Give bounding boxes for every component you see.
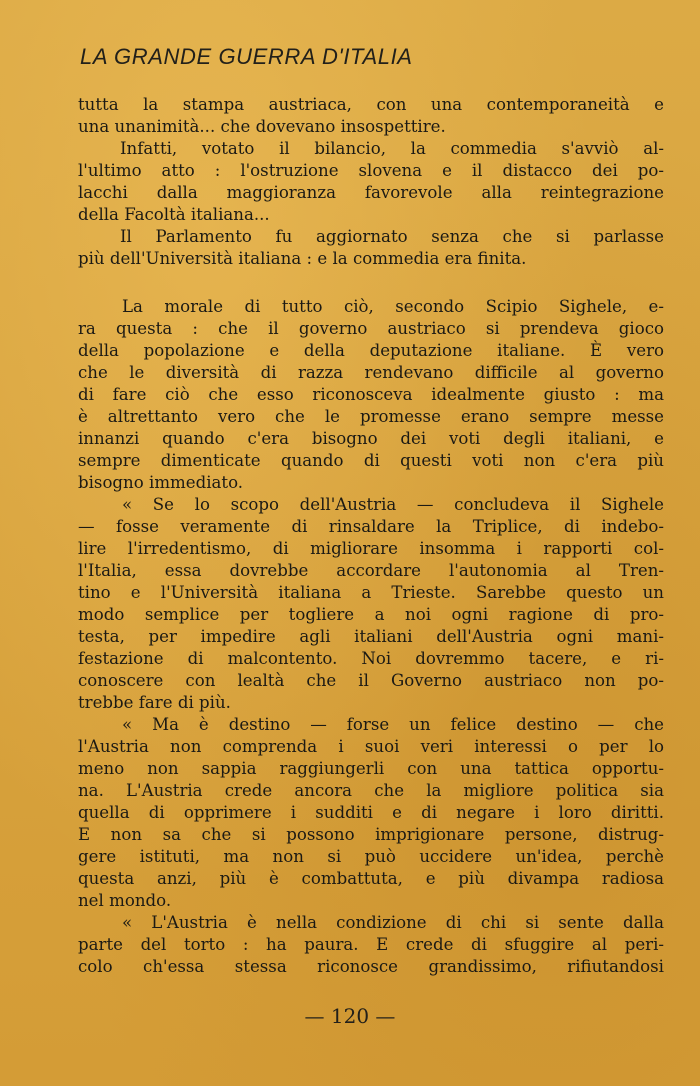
text-line: lacchi dalla maggioranza favorevole alla reintegrazione [78, 183, 664, 202]
section-break [78, 270, 664, 296]
paragraph [78, 296, 664, 494]
paragraph [78, 912, 664, 978]
text-line: sempre dimenticate quando di questi voti non c'era più [78, 451, 664, 470]
text-line: Infatti, votato il bilancio, la commedia s'avviò al- [120, 139, 664, 158]
page-number: — 120 — [304, 1004, 396, 1028]
text-line: testa, per impedire agli italiani dell'Austria ogni mani- [78, 627, 664, 646]
text-line: Il Parlamento fu aggiornato senza che si parlasse [120, 227, 664, 246]
text-line: l'Italia, essa dovrebbe accordare l'autonomia al Tren- [78, 561, 664, 580]
paragraph [78, 494, 664, 714]
text-line: « Ma è destino — forse un felice destino — che [122, 715, 664, 734]
text-line: « L'Austria è nella condizione di chi si sente dalla [122, 913, 664, 932]
text-line: lire l'irredentismo, di migliorare insomma i rapporti col- [78, 539, 664, 558]
text-line: — fosse veramente di rinsaldare la Triplice, di indebo- [78, 517, 664, 536]
body-text [78, 94, 664, 978]
text-line: festazione di malcontento. Noi dovremmo tacere, e ri- [78, 649, 664, 668]
paragraph [78, 94, 664, 138]
text-line: tino e l'Università italiana a Trieste. Sarebbe questo un [78, 583, 664, 602]
text-line: « Se lo scopo dell'Austria — concludeva il Sighele [122, 495, 664, 514]
text-line: parte del torto : ha paura. E crede di sfuggire al peri- [78, 935, 664, 954]
text-line: conoscere con lealtà che il Governo austriaco non po- [78, 671, 664, 690]
text-line: una unanimità... che dovevano insospettire. [78, 117, 446, 136]
text-line: meno non sappia raggiungerli con una tattica opportu- [78, 759, 664, 778]
text-line: della popolazione e della deputazione italiane. È vero [78, 341, 664, 360]
text-line: di fare ciò che esso riconosceva idealmente giusto : ma [78, 385, 664, 404]
paragraph [78, 226, 664, 270]
text-line: tutta la stampa austriaca, con una contemporaneità e [78, 95, 664, 114]
text-line: più dell'Università italiana : e la commedia era finita. [78, 249, 527, 268]
text-line: della Facoltà italiana... [78, 205, 270, 224]
text-line: che le diversità di razza rendevano difficile al governo [78, 363, 664, 382]
paragraph [78, 138, 664, 226]
text-line: è altrettanto vero che le promesse erano sempre messe [78, 407, 664, 426]
text-line: gere istituti, ma non si può uccidere un'idea, perchè [78, 847, 664, 866]
text-line: questa anzi, più è combattuta, e più divampa radiosa [78, 869, 664, 888]
text-line: bisogno immediato. [78, 473, 244, 492]
text-line: ra questa : che il governo austriaco si prendeva gioco [78, 319, 664, 338]
text-line: nel mondo. [78, 891, 172, 910]
text-line: trebbe fare di più. [78, 693, 231, 712]
text-line: quella di opprimere i sudditi e di negare i loro diritti. [78, 803, 664, 822]
text-line: na. L'Austria crede ancora che la migliore politica sia [78, 781, 664, 800]
paragraph [78, 714, 664, 912]
running-head: LA GRANDE GUERRA D'ITALIA [80, 44, 413, 69]
text-line: l'ultimo atto : l'ostruzione slovena e il distacco dei po- [78, 161, 664, 180]
text-line: l'Austria non comprenda i suoi veri interessi o per lo [78, 737, 664, 756]
text-line: colo ch'essa stessa riconosce grandissimo, rifiutandosi [78, 957, 664, 976]
text-line: modo semplice per togliere a noi ogni ragione di pro- [78, 605, 664, 624]
text-line: innanzi quando c'era bisogno dei voti degli italiani, e [78, 429, 664, 448]
text-line: E non sa che si possono imprigionare persone, distrug- [78, 825, 664, 844]
text-line: La morale di tutto ciò, secondo Scipio Sighele, e- [122, 297, 664, 316]
